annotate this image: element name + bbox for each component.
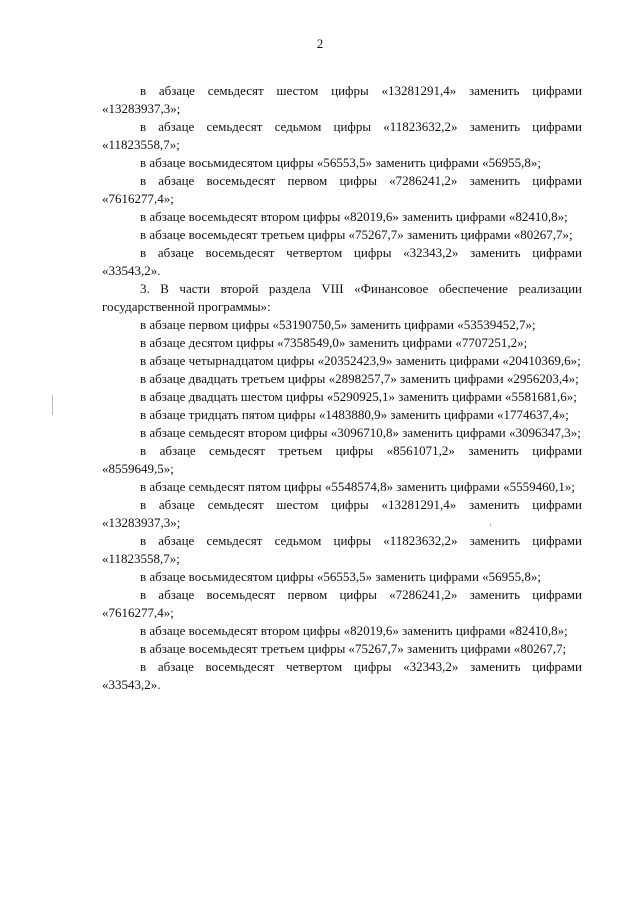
paragraph: в абзаце семьдесят седьмом цифры «11823632,2» заменить цифрами «11823558,7»;: [102, 119, 582, 152]
paragraph: в абзаце восемьдесят третьем цифры «75267,7» заменить цифрами «80267,7;: [140, 641, 567, 656]
paragraph: в абзаце восемьдесят втором цифры «82019,6» заменить цифрами «82410,8»;: [140, 209, 568, 224]
paragraph: в абзаце восемьдесят первом цифры «7286241,2» заменить цифрами «7616277,4»;: [102, 173, 582, 206]
paragraph: в абзаце восьмидесятом цифры «56553,5» заменить цифрами «56955,8»;: [140, 155, 542, 170]
paragraph: в абзаце четырнадцатом цифры «20352423,9» заменить цифрами «20410369,6»;: [140, 353, 581, 368]
paragraph: в абзаце восемьдесят третьем цифры «75267,7» заменить цифрами «80267,7»;: [140, 227, 573, 242]
paragraph: в абзаце тридцать пятом цифры «1483880,9» заменить цифрами «1774637,4»;: [140, 407, 569, 422]
paragraph: в абзаце семьдесят втором цифры «3096710,8» заменить цифрами «3096347,3»;: [140, 425, 581, 440]
document-body: [102, 82, 582, 694]
paragraph: в абзаце десятом цифры «7358549,0» заменить цифрами «7707251,2»;: [140, 335, 528, 350]
paragraph: в абзаце семьдесят седьмом цифры «11823632,2» заменить цифрами «11823558,7»;: [102, 533, 582, 566]
paragraph: в абзаце восемьдесят четвертом цифры «32343,2» заменить цифрами «33543,2».: [102, 659, 582, 692]
paragraph: в абзаце семьдесят пятом цифры «5548574,8» заменить цифрами «5559460,1»;: [140, 479, 575, 494]
paragraph: в абзаце восемьдесят первом цифры «7286241,2» заменить цифрами «7616277,4»;: [102, 587, 582, 620]
paragraph: в абзаце двадцать третьем цифры «2898257,7» заменить цифрами «2956203,4»;: [140, 371, 579, 386]
paragraph: в абзаце первом цифры «53190750,5» заменить цифрами «53539452,7»;: [140, 317, 536, 332]
section-heading: 3. В части второй раздела VIII «Финансовое обеспечение реализации государственной программы»:: [102, 281, 582, 314]
paragraph: в абзаце восемьдесят втором цифры «82019,6» заменить цифрами «82410,8»;: [140, 623, 568, 638]
paragraph: в абзаце восемьдесят четвертом цифры «32343,2» заменить цифрами «33543,2».: [102, 245, 582, 278]
paragraph: в абзаце семьдесят шестом цифры «13281291,4» заменить цифрами «13283937,3»;: [102, 497, 582, 530]
paragraph: в абзаце семьдесят шестом цифры «13281291,4» заменить цифрами «13283937,3»;: [102, 83, 582, 116]
scan-mark: [52, 395, 53, 415]
paragraph: в абзаце семьдесят третьем цифры «8561071,2» заменить цифрами «8559649,5»;: [102, 443, 582, 476]
page-number: 2: [316, 36, 324, 51]
paragraph: в абзаце двадцать шестом цифры «5290925,1» заменить цифрами «5581681,6»;: [140, 389, 577, 404]
paragraph: в абзаце восьмидесятом цифры «56553,5» заменить цифрами «56955,8»;: [140, 569, 542, 584]
